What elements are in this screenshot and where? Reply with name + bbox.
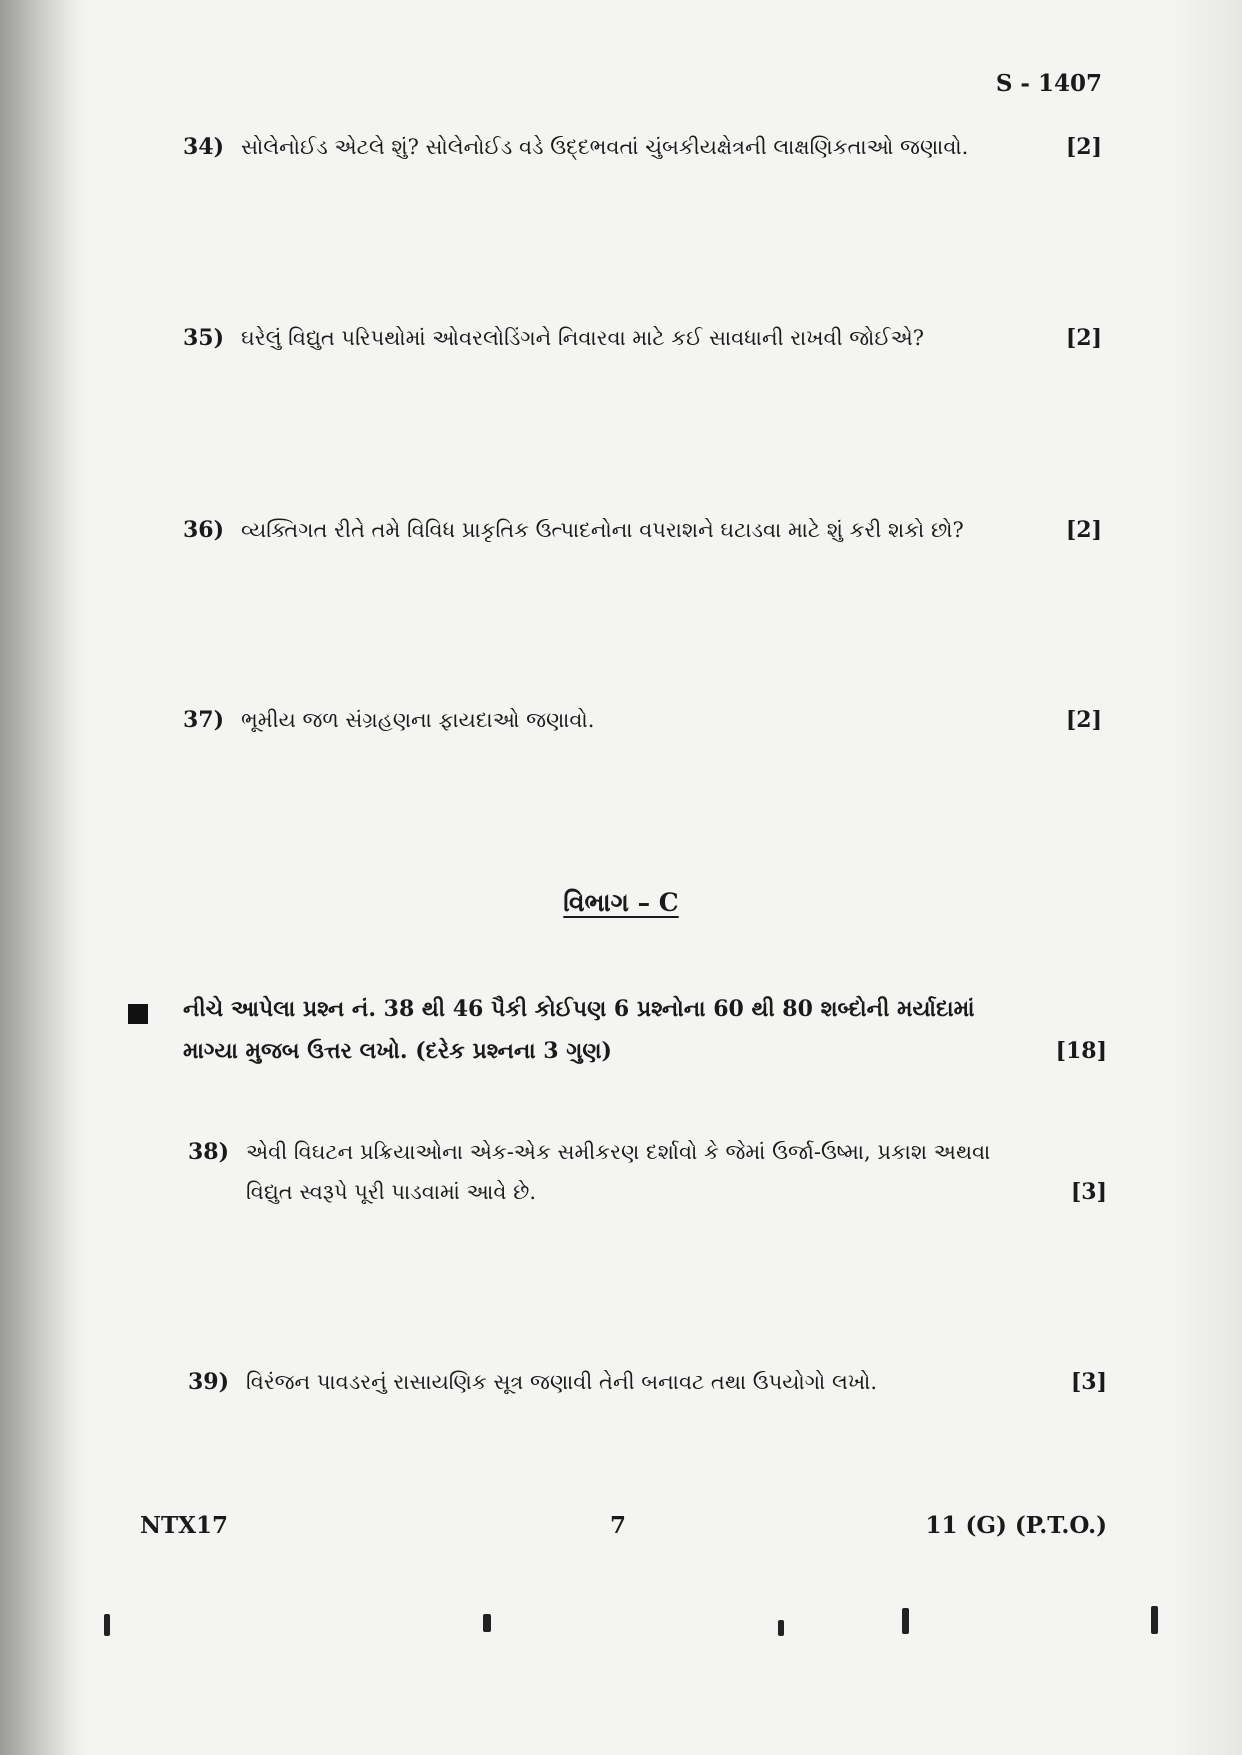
question-marks: [3] xyxy=(1070,1369,1107,1395)
question-text: ઘરેલું વિદ્યુત પરિપથોમાં ઓવરલોડિંગને નિવારવા માટે કઈ સાવધાની રાખવી જોઈએ? xyxy=(241,326,925,350)
question-39 xyxy=(188,1362,1107,1402)
page-number: 7 xyxy=(610,1512,627,1539)
question-marks: [2] xyxy=(1065,517,1102,543)
question-number: 37) xyxy=(183,707,225,733)
question-text: ભૂમીય જળ સંગ્રહણના ફાયદાઓ જણાવો. xyxy=(241,708,595,732)
question-number: 35) xyxy=(183,325,225,351)
question-number: 36) xyxy=(183,517,225,543)
section-c-instruction xyxy=(183,988,1107,1072)
question-36 xyxy=(183,510,1102,550)
scan-edge-shadow xyxy=(0,0,86,1755)
question-37 xyxy=(183,700,1102,740)
scan-speck xyxy=(104,1614,110,1636)
instruction-text: નીચે આપેલા પ્રશ્ન નં. 38 થી 46 પૈકી કોઈપણ 6 પ્રશ્નોના 60 થી 80 શબ્દોની મર્યાદામાં માગ્યા મુજબ ઉત્તર લખો. (દરેક પ્રશ્નના 3 ગુણ) xyxy=(183,996,975,1064)
scan-speck xyxy=(902,1608,909,1634)
question-marks: [3] xyxy=(1070,1179,1107,1205)
section-c-heading xyxy=(0,888,1242,918)
scan-edge-right xyxy=(1172,0,1242,1755)
question-number: 38) xyxy=(188,1139,230,1165)
question-number: 39) xyxy=(188,1369,230,1395)
question-38 xyxy=(188,1132,1107,1212)
footer-code: NTX17 xyxy=(140,1512,228,1539)
scan-speck xyxy=(1151,1606,1158,1634)
question-text: વ્યક્તિગત રીતે તમે વિવિધ પ્રાકૃતિક ઉત્પાદનોના વપરાશને ઘટાડવા માટે શું કરી શકો છો? xyxy=(241,518,964,542)
square-bullet-icon xyxy=(128,1004,148,1024)
question-34 xyxy=(183,127,1102,167)
question-marks: [2] xyxy=(1065,325,1102,351)
question-text: સોલેનોઈડ એટલે શું? સોલેનોઈડ વડે ઉદ્દભવતાં ચુંબકીયક્ષેત્રની લાક્ષણિકતાઓ જણાવો. xyxy=(241,135,969,159)
question-number: 34) xyxy=(183,134,225,160)
section-c-title: વિભાગ – C xyxy=(563,888,679,917)
scan-speck xyxy=(778,1620,784,1636)
instruction-marks: [18] xyxy=(1055,1038,1107,1064)
question-marks: [2] xyxy=(1065,134,1102,160)
question-marks: [2] xyxy=(1065,707,1102,733)
footer-right-code: 11 (G) (P.T.O.) xyxy=(925,1512,1107,1539)
paper-code: S - 1407 xyxy=(995,70,1102,97)
question-text: વિરંજન પાવડરનું રાસાયણિક સૂત્ર જણાવી તેની બનાવટ તથા ઉપયોગો લખો. xyxy=(246,1370,878,1394)
question-35 xyxy=(183,318,1102,358)
question-text: એવી વિઘટન પ્રક્રિયાઓના એક-એક સમીકરણ દર્શાવો કે જેમાં ઉર્જા-ઉષ્મા, પ્રકાશ અથવા વિદ્યુત સ્વરૂપે પૂરી પાડવામાં આવે છે. xyxy=(246,1140,991,1204)
scan-speck xyxy=(483,1614,491,1632)
